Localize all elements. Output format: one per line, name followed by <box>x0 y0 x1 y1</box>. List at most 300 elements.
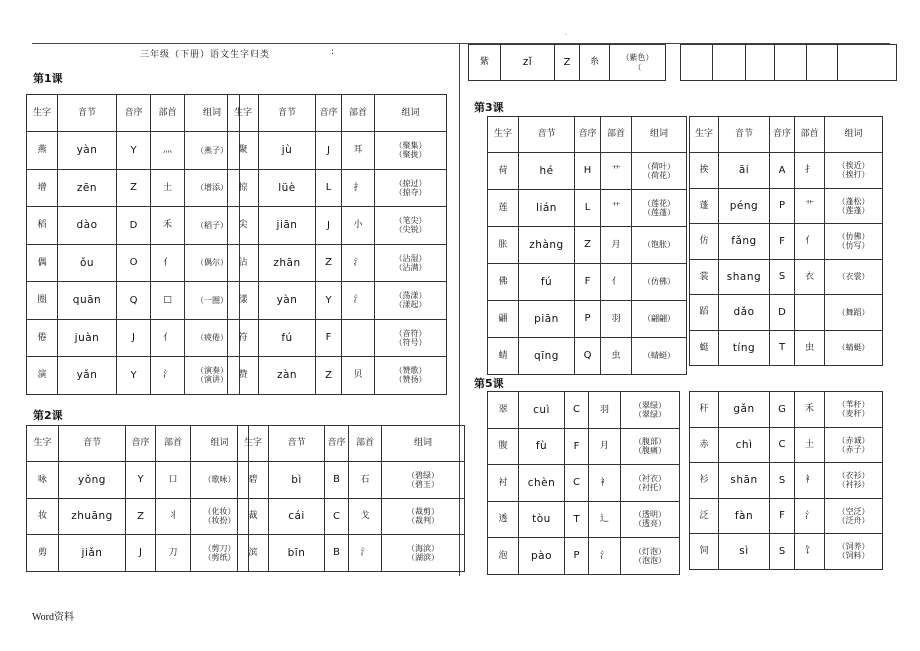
letter-cell: D <box>117 207 151 245</box>
radical-cell: 扌 <box>795 153 825 189</box>
words-cell <box>621 392 680 429</box>
pinyin-cell: gǎn <box>719 392 770 428</box>
word-item: （符号） <box>394 337 427 347</box>
letter-cell: Z <box>555 45 580 81</box>
word-item: （荷叶） <box>643 161 675 171</box>
char-cell: 尖 <box>228 207 259 245</box>
word-item: （灯泡） <box>634 546 666 556</box>
pinyin-cell: zēn <box>58 169 117 207</box>
word-item: （蜻蜓） <box>643 351 675 361</box>
lesson-1-title: 第1课 <box>33 72 63 85</box>
header-letter: 音序 <box>575 117 601 153</box>
char-cell: 沾 <box>228 244 259 282</box>
table-row <box>27 498 249 535</box>
pinyin-cell: āi <box>719 153 770 189</box>
header-letter: 音序 <box>126 426 156 462</box>
pinyin-cell: fǎng <box>719 224 770 260</box>
word-item: （翠绿） <box>634 400 666 410</box>
pinyin-cell: ǒu <box>58 244 117 282</box>
pinyin-cell: zàn <box>259 357 316 395</box>
word-item: （透亮） <box>634 519 666 529</box>
pinyin-cell: zhuāng <box>59 498 126 535</box>
radical-cell: 石 <box>349 462 382 499</box>
header-words: 组词 <box>191 426 249 462</box>
word-item: （赤子） <box>837 444 870 454</box>
word-item: （荷花） <box>643 171 675 180</box>
radical-cell: 羽 <box>601 301 632 338</box>
table-row <box>469 45 666 81</box>
letter-cell: S <box>770 259 795 295</box>
lesson-1-left-table <box>26 94 240 395</box>
word-item: （衣裳） <box>837 272 870 282</box>
char-cell: 蜓 <box>690 330 719 366</box>
word-item: （聚集） <box>394 141 427 151</box>
table-row <box>690 534 883 570</box>
radical-cell: 口 <box>156 462 191 499</box>
char-cell: 掠 <box>228 169 259 207</box>
radical-cell: 虫 <box>601 338 632 375</box>
words-cell <box>375 207 447 245</box>
words-cell <box>621 428 680 465</box>
lesson-5-left-table <box>487 391 680 575</box>
words-cell <box>382 535 465 572</box>
pinyin-cell: chì <box>719 427 770 463</box>
letter-cell: Y <box>316 282 342 320</box>
word-item: （掠过） <box>394 178 427 188</box>
table-row <box>238 498 465 535</box>
char-cell: 蜻 <box>488 338 519 375</box>
header-radical: 部首 <box>349 426 382 462</box>
radical-cell: 衣 <box>795 259 825 295</box>
char-cell: 圈 <box>27 282 58 320</box>
letter-cell: G <box>770 392 795 428</box>
letter-cell: S <box>770 534 795 570</box>
pinyin-cell: hé <box>519 153 575 190</box>
word-item: （挨打） <box>837 170 870 180</box>
radical-cell: 辶 <box>589 501 621 538</box>
pinyin-cell: cái <box>269 498 325 535</box>
empty-row <box>681 45 897 81</box>
pinyin-cell: lián <box>519 190 575 227</box>
table-row <box>238 535 465 572</box>
table-row <box>228 244 447 282</box>
char-cell: 裁 <box>238 498 269 535</box>
word-item: （莲蓬） <box>837 205 870 215</box>
letter-cell: Z <box>316 244 342 282</box>
radical-cell: 氵 <box>342 244 375 282</box>
word-item: （歌咏） <box>203 475 236 485</box>
char-cell: 紫 <box>469 45 501 81</box>
pinyin-cell: shang <box>719 259 770 295</box>
header-pinyin: 音节 <box>719 117 770 153</box>
char-cell: 仿 <box>690 224 719 260</box>
radical-cell: 虫 <box>795 330 825 366</box>
pinyin-cell: fú <box>519 264 575 301</box>
header-letter: 音序 <box>117 95 151 132</box>
word-item: （赞扬） <box>394 375 427 385</box>
words-cell <box>375 244 447 282</box>
words-cell <box>825 330 883 366</box>
table-row <box>27 282 240 320</box>
char-cell: 衬 <box>488 465 519 502</box>
table-row <box>27 132 240 170</box>
word-item: （透明） <box>634 510 666 520</box>
header-letter: 音序 <box>325 426 349 462</box>
table-row <box>488 153 687 190</box>
pinyin-cell: zǐ <box>501 45 555 81</box>
header-letter: 音序 <box>770 117 795 153</box>
table-row <box>27 207 240 245</box>
empty-cell <box>775 45 807 81</box>
word-item: （赞歌） <box>394 366 427 376</box>
word-item: （衬托） <box>634 482 666 492</box>
header-letter: 音序 <box>316 95 342 132</box>
word-item: （赤诚） <box>837 435 870 445</box>
lesson-3-right-table <box>689 116 883 366</box>
word-item: （沾满） <box>394 262 427 272</box>
char-cell: 裳 <box>690 259 719 295</box>
pinyin-cell: yàn <box>58 132 117 170</box>
char-cell: 漾 <box>228 282 259 320</box>
pinyin-cell: quān <box>58 282 117 320</box>
header-pinyin: 音节 <box>259 95 316 132</box>
table-row <box>488 428 680 465</box>
header-char: 生字 <box>488 117 519 153</box>
letter-cell: F <box>316 319 342 357</box>
char-cell: 翩 <box>488 301 519 338</box>
char-cell: 挨 <box>690 153 719 189</box>
empty-cell <box>838 45 897 81</box>
letter-cell: P <box>575 301 601 338</box>
word-item: （掠夺） <box>394 187 427 197</box>
header-words: 组词 <box>825 117 883 153</box>
word-item: （莲蓬） <box>643 208 675 217</box>
letter-cell: L <box>575 190 601 227</box>
word-item: （饱胀） <box>643 240 675 250</box>
lesson-5-right-table <box>689 391 883 570</box>
table-row <box>690 463 883 499</box>
word-item: （妆扮） <box>203 516 236 526</box>
letter-cell: B <box>325 535 349 572</box>
char-cell: 赤 <box>690 427 719 463</box>
radical-cell: 饣 <box>795 534 825 570</box>
word-item: （聚拢） <box>394 150 427 160</box>
table-row <box>228 132 447 170</box>
pinyin-cell: tíng <box>719 330 770 366</box>
letter-cell: Y <box>117 357 151 395</box>
words-cell <box>632 338 687 375</box>
radical-cell: 氵 <box>151 357 185 395</box>
letter-cell: Z <box>316 357 342 395</box>
radical-cell: 灬 <box>151 132 185 170</box>
pinyin-cell: qīng <box>519 338 575 375</box>
radical-cell: 土 <box>795 427 825 463</box>
radical-cell: 亻 <box>795 224 825 260</box>
table-row <box>488 465 680 502</box>
char-cell: 泛 <box>690 498 719 534</box>
radical-cell: 贝 <box>342 357 375 395</box>
table-row <box>488 501 680 538</box>
header-row <box>228 95 447 132</box>
table-row <box>488 392 680 429</box>
top-empty-table <box>680 44 897 81</box>
word-item: （剪纸） <box>203 552 236 562</box>
radical-cell: 戈 <box>349 498 382 535</box>
table-row <box>488 538 680 575</box>
char-cell: 蓬 <box>690 188 719 224</box>
radical-cell: 亻 <box>151 244 185 282</box>
letter-cell: C <box>565 392 589 429</box>
word-item: （翠绿） <box>634 409 666 419</box>
letter-cell: T <box>565 501 589 538</box>
word-item: （增添） <box>196 183 228 193</box>
header-words: 组词 <box>375 95 447 132</box>
word-item: （笔尖） <box>394 216 427 226</box>
pinyin-cell: pào <box>519 538 565 575</box>
words-cell <box>382 498 465 535</box>
char-cell: 佛 <box>488 264 519 301</box>
radical-cell: 亻 <box>601 264 632 301</box>
table-row <box>690 188 883 224</box>
char-cell: 燕 <box>27 132 58 170</box>
word-item: （蓬松） <box>837 196 870 206</box>
pinyin-cell: juàn <box>58 319 117 357</box>
char-cell: 符 <box>228 319 259 357</box>
words-cell <box>375 132 447 170</box>
letter-cell: J <box>316 132 342 170</box>
word-item: （仿佛） <box>837 232 870 242</box>
word-item: （尖锐） <box>394 225 427 235</box>
word-item: （衣衫） <box>837 471 870 481</box>
pinyin-cell: yǒng <box>59 462 126 499</box>
radical-cell: 月 <box>601 227 632 264</box>
pinyin-cell: fú <box>259 319 316 357</box>
header-words: 组词 <box>382 426 465 462</box>
radical-cell <box>342 319 375 357</box>
header-words: 组词 <box>185 95 240 132</box>
char-cell: 腹 <box>488 428 519 465</box>
words-cell <box>621 465 680 502</box>
table-row <box>690 153 883 189</box>
radical-cell: 艹 <box>601 153 632 190</box>
words-cell <box>610 45 666 81</box>
letter-cell: T <box>770 330 795 366</box>
words-cell <box>375 319 447 357</box>
word-item: （化妆） <box>203 507 236 517</box>
pinyin-cell: dào <box>58 207 117 245</box>
word-item: （ <box>633 62 642 72</box>
radical-cell: 亻 <box>151 319 185 357</box>
empty-cell <box>681 45 713 81</box>
word-item: （一圈） <box>196 295 228 305</box>
words-cell <box>375 282 447 320</box>
radical-cell: 土 <box>151 169 185 207</box>
radical-cell: 耳 <box>342 132 375 170</box>
pinyin-cell: shān <box>719 463 770 499</box>
letter-cell: J <box>117 319 151 357</box>
char-cell: 偶 <box>27 244 58 282</box>
words-cell <box>825 463 883 499</box>
table-row <box>27 319 240 357</box>
pinyin-cell: sì <box>719 534 770 570</box>
char-cell: 稻 <box>27 207 58 245</box>
letter-cell: H <box>575 153 601 190</box>
word-item: （剪刀） <box>203 543 236 553</box>
top-continuation-table <box>468 44 666 81</box>
footer-text: Word资料 <box>32 612 74 623</box>
header-char: 生字 <box>27 426 59 462</box>
radical-cell: 艹 <box>795 188 825 224</box>
word-item: （稻子） <box>196 220 228 230</box>
table-row <box>690 295 883 331</box>
words-cell <box>621 501 680 538</box>
lesson-2-right-table <box>237 425 465 572</box>
char-cell: 剪 <box>27 535 59 572</box>
letter-cell: P <box>770 188 795 224</box>
char-cell: 饲 <box>690 534 719 570</box>
radical-cell: 氵 <box>349 535 382 572</box>
table-row <box>228 207 447 245</box>
letter-cell: Z <box>126 498 156 535</box>
word-item: （演奏） <box>196 366 228 376</box>
pinyin-cell: yàn <box>259 282 316 320</box>
letter-cell: A <box>770 153 795 189</box>
table-row <box>690 224 883 260</box>
word-item: （荡漾） <box>394 291 427 301</box>
pinyin-cell: piān <box>519 301 575 338</box>
word-item: （海滨） <box>407 543 439 553</box>
header-radical: 部首 <box>156 426 191 462</box>
radical-cell: 糸 <box>580 45 610 81</box>
word-item: （碧玉） <box>407 479 439 489</box>
pinyin-cell: fù <box>519 428 565 465</box>
word-item: （紫色） <box>621 53 654 63</box>
radical-cell: 小 <box>342 207 375 245</box>
header-char: 生字 <box>27 95 58 132</box>
top-mark: . <box>565 30 567 37</box>
pinyin-cell: jù <box>259 132 316 170</box>
page-title: 三年级（下册）语文生字归类 <box>140 50 271 60</box>
empty-cell <box>807 45 838 81</box>
table-row <box>27 169 240 207</box>
letter-cell: Q <box>117 282 151 320</box>
words-cell <box>825 498 883 534</box>
table-row <box>488 190 687 227</box>
table-row <box>690 330 883 366</box>
radical-cell: □ <box>151 282 185 320</box>
word-item: （疲倦） <box>196 333 228 343</box>
char-cell: 聚 <box>228 132 259 170</box>
letter-cell: F <box>575 264 601 301</box>
char-cell: 妆 <box>27 498 59 535</box>
table-row <box>690 498 883 534</box>
char-cell: 秆 <box>690 392 719 428</box>
word-item: （仿写） <box>837 241 870 251</box>
letter-cell: B <box>325 462 349 499</box>
header-row <box>27 426 249 462</box>
table-row <box>690 392 883 428</box>
table-row <box>488 338 687 375</box>
pinyin-cell: chèn <box>519 465 565 502</box>
pinyin-cell: cuì <box>519 392 565 429</box>
table-row <box>27 357 240 395</box>
words-cell <box>825 392 883 428</box>
table-row <box>228 282 447 320</box>
header-pinyin: 音节 <box>269 426 325 462</box>
char-cell: 增 <box>27 169 58 207</box>
letter-cell: Z <box>117 169 151 207</box>
word-item: （碧绿） <box>407 470 439 480</box>
word-item: （裁判） <box>407 516 439 526</box>
radical-cell: 丬 <box>156 498 191 535</box>
letter-cell: Y <box>126 462 156 499</box>
radical-cell: 氵 <box>795 498 825 534</box>
words-cell <box>632 153 687 190</box>
letter-cell: F <box>770 498 795 534</box>
lesson-3-title: 第3课 <box>474 101 504 114</box>
word-item: （湖滨） <box>407 552 439 562</box>
table-row <box>238 462 465 499</box>
empty-cell <box>713 45 746 81</box>
char-cell: 碧 <box>238 462 269 499</box>
char-cell: 滨 <box>238 535 269 572</box>
letter-cell: J <box>316 207 342 245</box>
table-row <box>27 535 249 572</box>
letter-cell: Y <box>117 132 151 170</box>
words-cell <box>621 538 680 575</box>
letter-cell: F <box>565 428 589 465</box>
header-words: 组词 <box>632 117 687 153</box>
header-row <box>690 117 883 153</box>
radical-cell: 羽 <box>589 392 621 429</box>
radical-cell: 月 <box>589 428 621 465</box>
lesson-2-left-table <box>26 425 249 572</box>
lesson-5-title: 第5课 <box>474 377 504 390</box>
radical-cell: 禾 <box>795 392 825 428</box>
char-cell: 莲 <box>488 190 519 227</box>
header-char: 生字 <box>690 117 719 153</box>
letter-cell: L <box>316 169 342 207</box>
letter-cell: C <box>325 498 349 535</box>
word-item: （挨近） <box>837 161 870 171</box>
table-row <box>690 259 883 295</box>
letter-cell: S <box>770 463 795 499</box>
char-cell: 荷 <box>488 153 519 190</box>
words-cell <box>632 301 687 338</box>
table-row <box>488 301 687 338</box>
word-item: （偶尔） <box>196 258 228 268</box>
word-item: （沾湿） <box>394 253 427 263</box>
char-cell: 赞 <box>228 357 259 395</box>
word-item: （苇秆） <box>837 400 870 410</box>
letter-cell: Q <box>575 338 601 375</box>
pinyin-cell: jiān <box>259 207 316 245</box>
words-cell <box>825 153 883 189</box>
header-char: 生字 <box>228 95 259 132</box>
words-cell <box>375 169 447 207</box>
word-item: （仿佛） <box>643 277 675 287</box>
header-radical: 部首 <box>601 117 632 153</box>
letter-cell: Z <box>575 227 601 264</box>
words-cell <box>825 259 883 295</box>
word-item: （泡泡） <box>634 555 666 565</box>
word-item: （燕子） <box>196 145 228 155</box>
words-cell <box>375 357 447 395</box>
empty-cell <box>746 45 775 81</box>
word-item: （腹痛） <box>634 446 666 456</box>
pinyin-cell: bì <box>269 462 325 499</box>
char-cell: 演 <box>27 357 58 395</box>
